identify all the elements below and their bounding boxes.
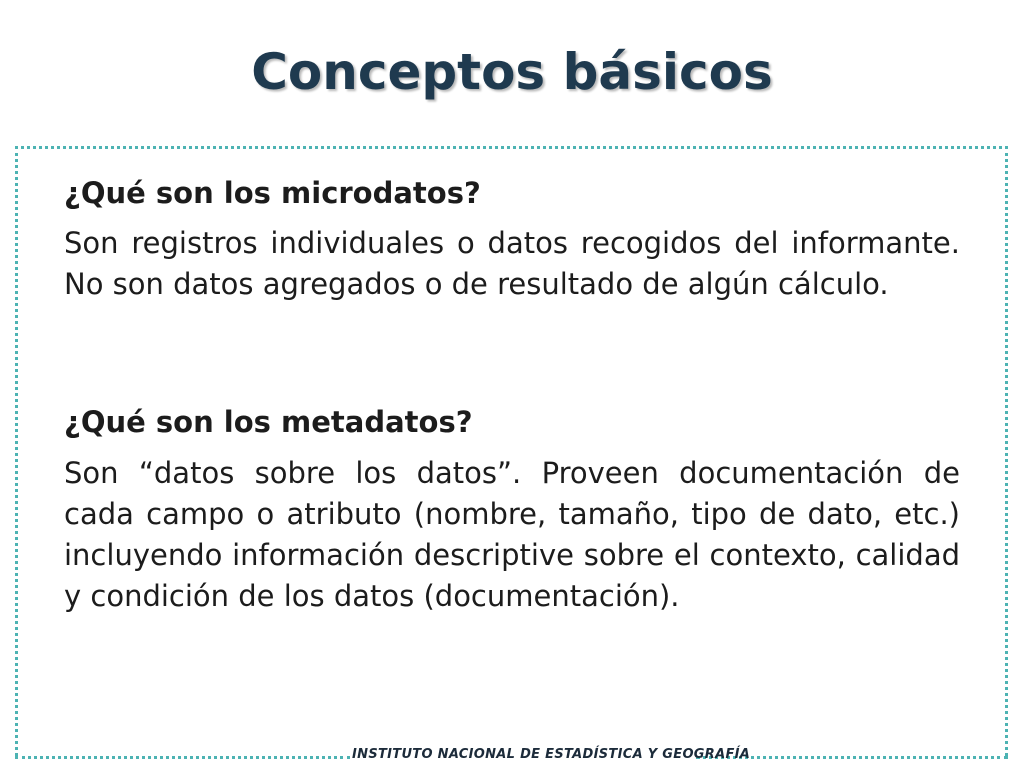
microdatos-section [64,173,960,305]
microdatos-question: ¿Qué son los microdatos? [64,176,481,210]
metadatos-section [64,402,960,617]
footer-institution-label: INSTITUTO NACIONAL DE ESTADÍSTICA Y GEOGRAFÍA [352,747,751,762]
microdatos-answer: Son registros individuales o datos recogidos del informante. No son datos agregados o de resultado de algún cálculo. [64,226,960,301]
frame-bottom-border-left [15,756,350,759]
slide-title: Conceptos básicos [251,43,773,101]
metadatos-question: ¿Qué son los metadatos? [64,405,473,439]
metadatos-answer: Son “datos sobre los datos”. Proveen documentación de cada campo o atributo (nombre, tamaño, tipo de dato, etc.) incluyendo información descriptive sobre el contexto, calidad y condición de los datos (documentación). [64,456,960,613]
